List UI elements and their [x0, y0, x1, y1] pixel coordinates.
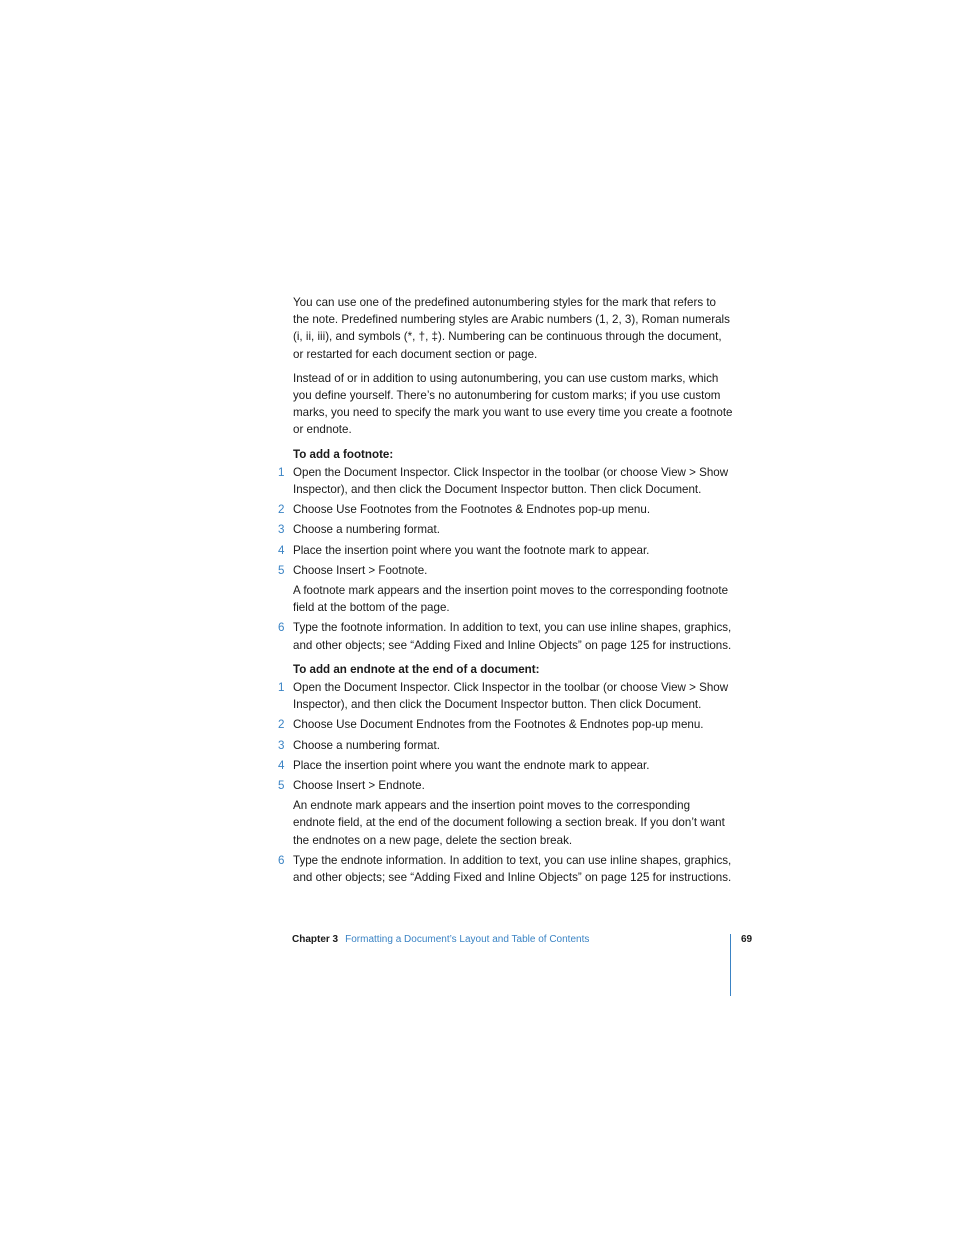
step-number: 3	[278, 523, 285, 537]
step-number: 5	[278, 563, 285, 577]
step-text: Choose Insert > Endnote.	[293, 779, 425, 793]
step-text: Choose Use Document Endnotes from the Footnotes & Endnotes pop-up menu.	[293, 718, 704, 732]
footnote-step	[278, 521, 733, 538]
step-text: Open the Document Inspector. Click Inspector in the toolbar (or choose View > Show Inspector), and then click the Document Inspector button. Then click Document.	[293, 465, 729, 497]
step-number: 2	[278, 503, 285, 517]
step-text: Choose Insert > Footnote.	[293, 563, 428, 577]
endnote-task-heading: To add an endnote at the end of a document:	[293, 662, 540, 676]
page-body	[278, 294, 733, 889]
step-text: Choose a numbering format.	[293, 523, 440, 537]
footnote-task-heading: To add a footnote:	[293, 447, 394, 461]
step-number: 4	[278, 758, 285, 772]
footer-chapter-title: Formatting a Document’s Layout and Table of Contents	[345, 934, 590, 945]
page-number: 69	[741, 934, 753, 945]
step-number: 4	[278, 543, 285, 557]
endnote-step	[278, 737, 733, 754]
endnote-step	[278, 777, 733, 794]
footnote-task	[278, 446, 733, 654]
step-number: 6	[278, 853, 285, 867]
endnote-step	[278, 679, 733, 713]
step-text: Choose a numbering format.	[293, 738, 440, 752]
step-text: Type the endnote information. In addition to text, you can use inline shapes, graphics, and other objects; see “Adding Fixed and Inline Objects” on page 125 for instructions.	[293, 853, 732, 885]
step-number: 1	[278, 465, 285, 479]
endnote-step	[278, 716, 733, 733]
step-number: 1	[278, 681, 285, 695]
page-footer	[292, 933, 589, 947]
step-text: Open the Document Inspector. Click Inspector in the toolbar (or choose View > Show Inspector), and then click the Document Inspector button. Then click Document.	[293, 681, 729, 712]
footnote-step	[278, 464, 733, 498]
footnote-step	[278, 501, 733, 518]
step-text: Type the footnote information. In addition to text, you can use inline shapes, graphics, and other objects; see “Adding Fixed and Inline Objects” on page 125 for instructions.	[293, 621, 732, 652]
footnote-step	[278, 562, 733, 579]
step-text: Place the insertion point where you want the endnote mark to appear.	[293, 758, 650, 772]
step-number: 6	[278, 621, 285, 635]
step-number: 5	[278, 779, 285, 793]
footnote-step	[278, 619, 733, 653]
step-text: Place the insertion point where you want the footnote mark to appear.	[293, 543, 650, 557]
endnote-task	[278, 661, 733, 886]
footer-chapter-label: Chapter 3	[292, 934, 339, 945]
footer-divider	[730, 934, 731, 996]
footnote-step	[278, 542, 733, 559]
endnote-step	[278, 852, 733, 886]
endnote-step	[278, 757, 733, 774]
intro-paragraph-autonumbering: You can use one of the predefined autonumbering styles for the mark that refers to the note. Predefined numbering styles are Arabic numbers (1, 2, 3), Roman numerals (i, ii, iii), and symbols (*, †, ‡). Numbering can be continuous through the document, or restarted for each document section or page.	[293, 296, 730, 361]
intro-paragraph-custom-marks: Instead of or in addition to using autonumbering, you can use custom marks, which you define yourself. There’s no autonumbering for custom marks; if you use custom marks, you need to specify the mark you want to use every time you create a footnote or endnote.	[293, 371, 733, 437]
step-number: 2	[278, 718, 285, 732]
footnote-step-note: A footnote mark appears and the insertion point moves to the corresponding footnote field at the bottom of the page.	[293, 584, 729, 615]
step-text: Choose Use Footnotes from the Footnotes & Endnotes pop-up menu.	[293, 503, 651, 517]
step-number: 3	[278, 738, 285, 752]
endnote-step-note: An endnote mark appears and the insertion point moves to the corresponding endnote field, at the end of the document following a section break. If you don’t want the endnotes on a new page, delete the section break.	[293, 799, 725, 847]
